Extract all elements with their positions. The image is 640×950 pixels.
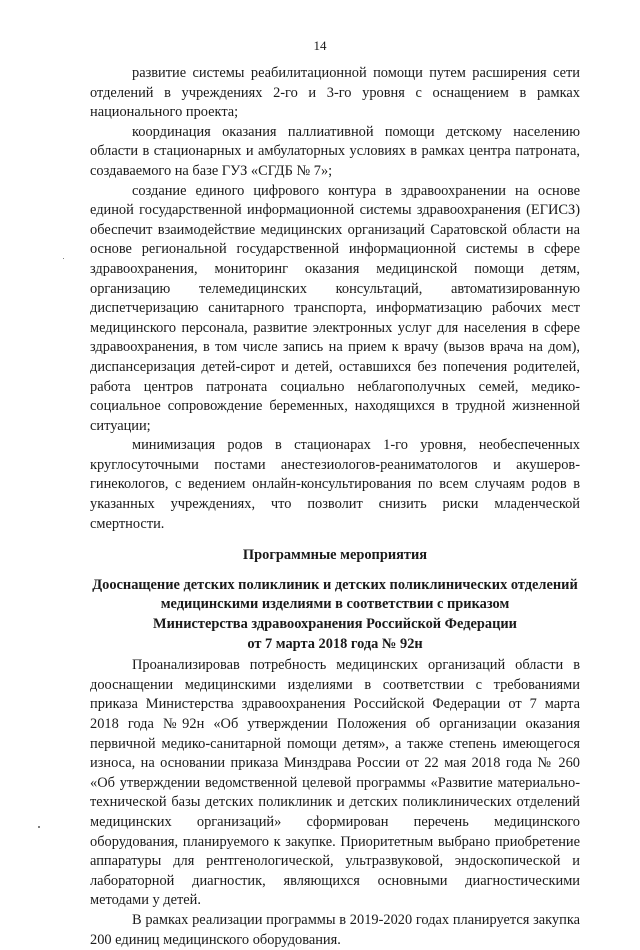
subheading-line: медицинскими изделиями в соответствии с приказом	[160, 596, 510, 613]
subheading-line: Министерства здравоохранения Российской Федерации	[153, 616, 517, 633]
scan-speck	[63, 258, 64, 259]
subheading-line: Дооснащение детских поликлиник и детских поликлинических отделений	[92, 576, 578, 593]
paragraph-digital-circuit: создание единого цифрового контура в здравоохранении на основе единой государственной информационной системы здравоохранения (ЕГИСЗ) обеспечит взаимодействие медицинских организаций Саратовской области на основе региональной государственной информационной системы в сфере здравоохранения, мониторинг оказания медицинской помощи детям, организацию телемедицинских консультаций, автоматизированную диспетчеризацию санитарного транспорта, информатизацию рабочих мест медицинского персонала, развитие электронных услуг для населения в сфере здравоохранения, в том числе запись на прием к врачу (вызов врача на дом), диспансеризация детей-сирот и детей, оставшихся без попечения родителей, работа центров патроната социально неблагополучных семей, медико-социальное сопровождение беременных, находящихся в трудной жизненной ситуации;	[90, 182, 580, 434]
subheading	[90, 576, 580, 654]
document-body	[90, 64, 580, 950]
paragraph-procurement: В рамках реализации программы в 2019-2020 годах планируется закупка 200 единиц медицинского оборудования.	[90, 911, 580, 948]
section-heading: Программные мероприятия	[242, 547, 428, 564]
paragraph-analysis: Проанализировав потребность медицинских организаций области в дооснащении медицинскими изделиями в соответствии с требованиями приказа Министерства здравоохранения Российской Федерации от 7 марта 2018 года №92н «Об утверждении Положения об организации оказания первичной медико-санитарной помощи детям», а также степень имеющегося износа, на основании приказа Минздрава России от 22 мая 2018 года № 260 «Об утверждении ведомственной целевой программы «Развитие материально-технической базы детских поликлиник и детских поликлинических отделений медицинских организаций» сформирован перечень медицинского оборудования, планируемого к закупке. Приоритетным выбрано приобретение аппаратуры для рентгенологической, ультразвуковой, эндоскопической и лабораторной диагностик, являющихся основными диагностическими методами у детей.	[90, 657, 580, 909]
paragraph-birth-minimization: минимизация родов в стационарах 1-го уровня, необеспеченных круглосуточными постами анестезиологов-реаниматологов и акушеров-гинекологов, с ведением онлайн-консультирования по всем случаям родов в указанных учреждениях, что позволит снизить риски младенческой смертности.	[90, 437, 580, 532]
paragraph-palliative-care: координация оказания паллиативной помощи детскому населению области в стационарных и амбулаторных условиях в рамках центра патроната, создаваемого на базе ГУЗ «СГДБ № 7»;	[90, 123, 580, 179]
subheading-line: от 7 марта 2018 года № 92н	[247, 635, 423, 652]
page-number: 14	[313, 38, 327, 53]
paragraph-rehabilitation: развитие системы реабилитационной помощи путем расширения сети отделений в учреждениях 2-го и 3-го уровня с оснащением в рамках национального проекта;	[90, 65, 580, 121]
scan-speck	[38, 826, 40, 828]
